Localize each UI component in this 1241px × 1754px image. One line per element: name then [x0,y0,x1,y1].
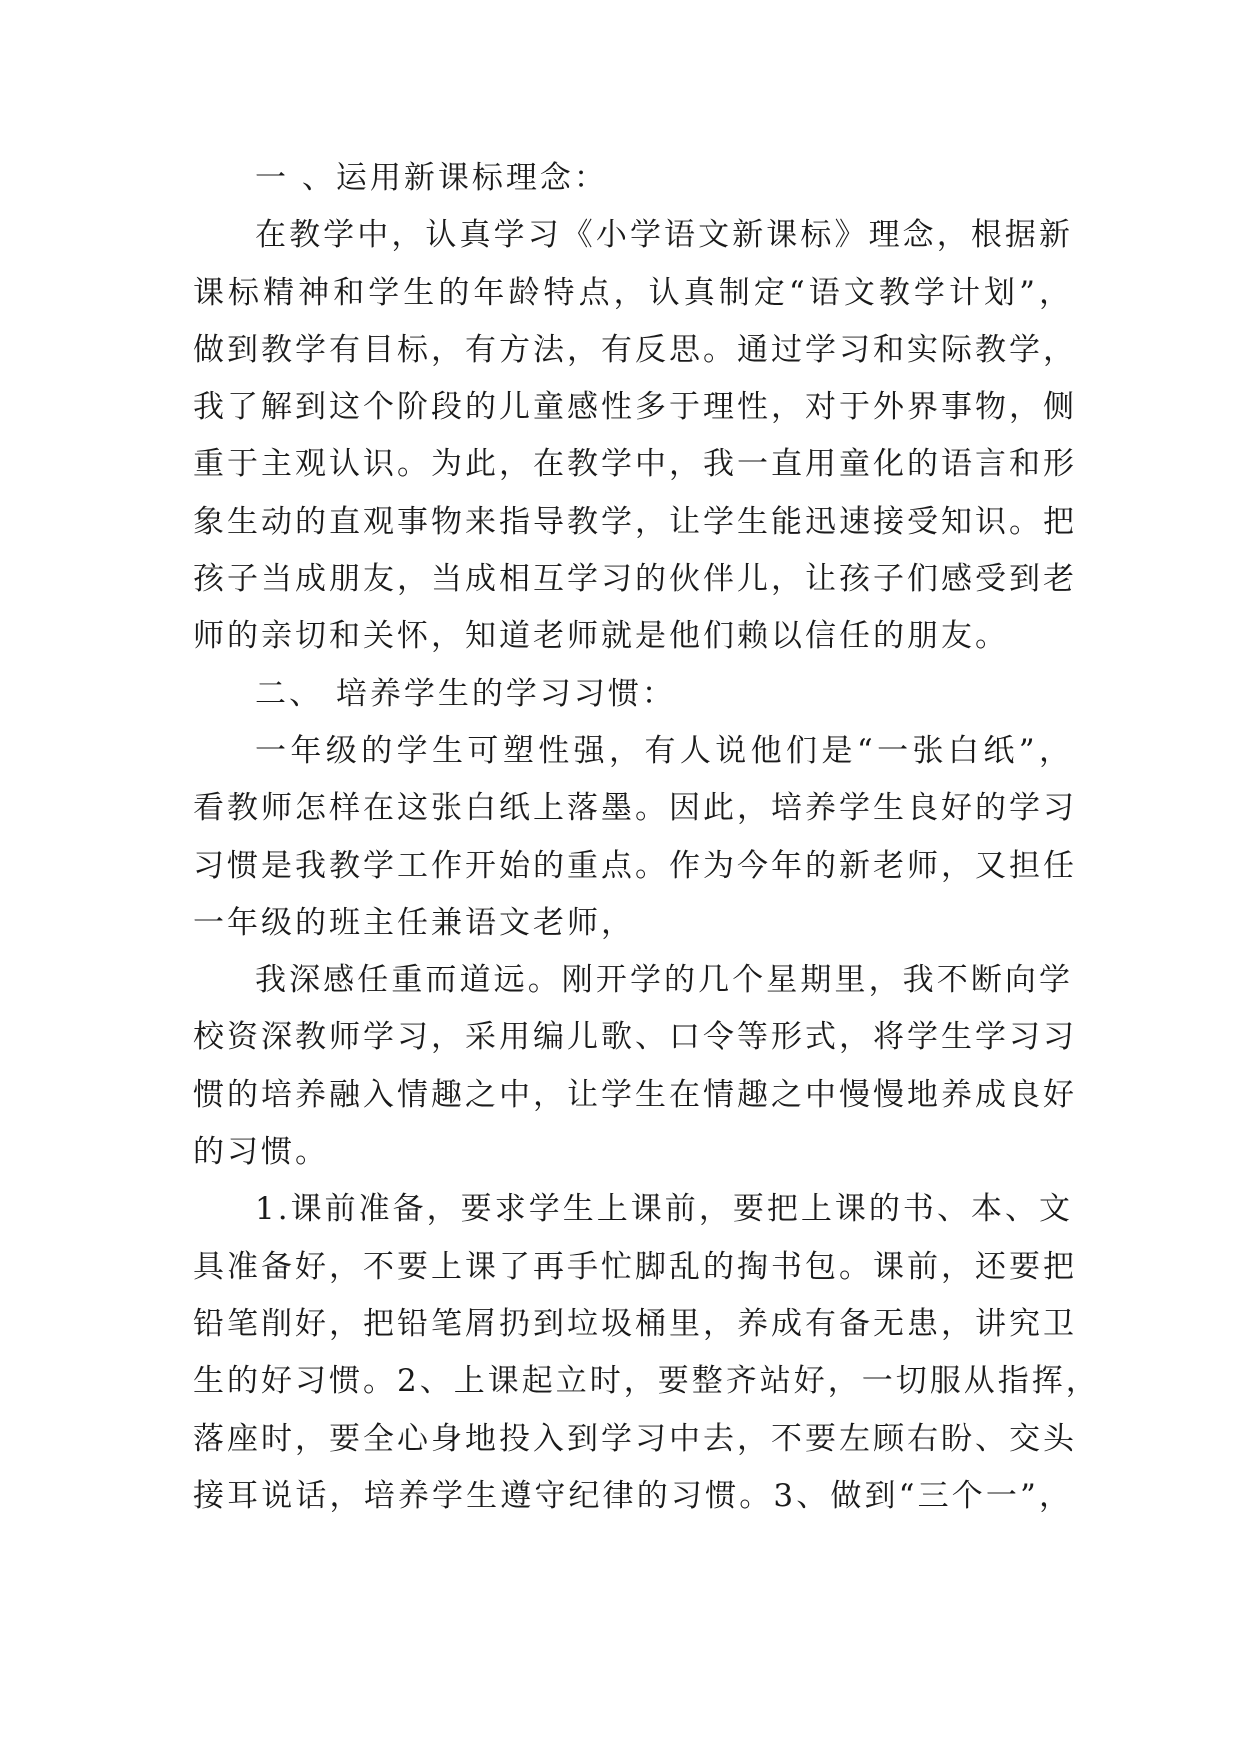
paragraph-line: 惯的培养融入情趣之中，让学生在情趣之中慢慢地养成良好 [193,1076,1077,1113]
paragraph-line: 落座时，要全心身地投入到学习中去，不要左顾右盼、交头 [193,1420,1077,1457]
paragraph-line: 师的亲切和关怀，知道老师就是他们赖以信任的朋友。 [193,618,1009,655]
paragraph-line: 孩子当成朋友，当成相互学习的伙伴儿，让孩子们感受到老 [193,561,1077,598]
paragraph-line: 具准备好，不要上课了再手忙脚乱的掏书包。课前，还要把 [193,1248,1077,1285]
paragraph-line: 重于主观认识。为此，在教学中，我一直用童化的语言和形 [193,446,1077,483]
paragraph-line: 我深感任重而道远。刚开学的几个星期里，我不断向学 [255,962,1073,999]
paragraph-line: 在教学中，认真学习《小学语文新课标》理念，根据新 [255,217,1073,254]
paragraph-line: 铅笔削好，把铅笔屑扔到垃圾桶里，养成有备无患，讲究卫 [193,1305,1077,1342]
paragraph-line: 接耳说话，培养学生遵守纪律的习惯。3、做到“三个一”， [193,1477,1073,1514]
paragraph-line: 课标精神和学生的年龄特点，认真制定“语文教学计划”， [193,274,1073,311]
document-body [193,150,1100,1525]
paragraph-line: 1.课前准备，要求学生上课前，要把上课的书、本、文 [255,1191,1073,1228]
paragraph-line: 一年级的班主任兼语文老师， [193,904,635,941]
section-heading-2: 二、 培养学生的学习习惯： [255,675,676,712]
paragraph-line: 校资深教师学习，采用编儿歌、口令等形式，将学生学习习 [193,1019,1077,1056]
paragraph-line: 象生动的直观事物来指导教学，让学生能迅速接受知识。把 [193,503,1077,540]
paragraph-line: 的习惯。 [193,1134,329,1171]
paragraph-line: 习惯是我教学工作开始的重点。作为今年的新老师，又担任 [193,847,1077,884]
paragraph-line: 一年级的学生可塑性强，有人说他们是“一张白纸”， [255,732,1073,769]
paragraph-line: 我了解到这个阶段的儿童感性多于理性，对于外界事物，侧 [193,389,1077,426]
paragraph-line: 看教师怎样在这张白纸上落墨。因此，培养学生良好的学习 [193,790,1077,827]
paragraph-line: 生的好习惯。2、上课起立时，要整齐站好，一切服从指挥， [193,1363,1100,1400]
section-heading-1: 一 、运用新课标理念： [255,160,608,196]
paragraph-line: 做到教学有目标，有方法，有反思。通过学习和实际教学， [193,331,1077,368]
